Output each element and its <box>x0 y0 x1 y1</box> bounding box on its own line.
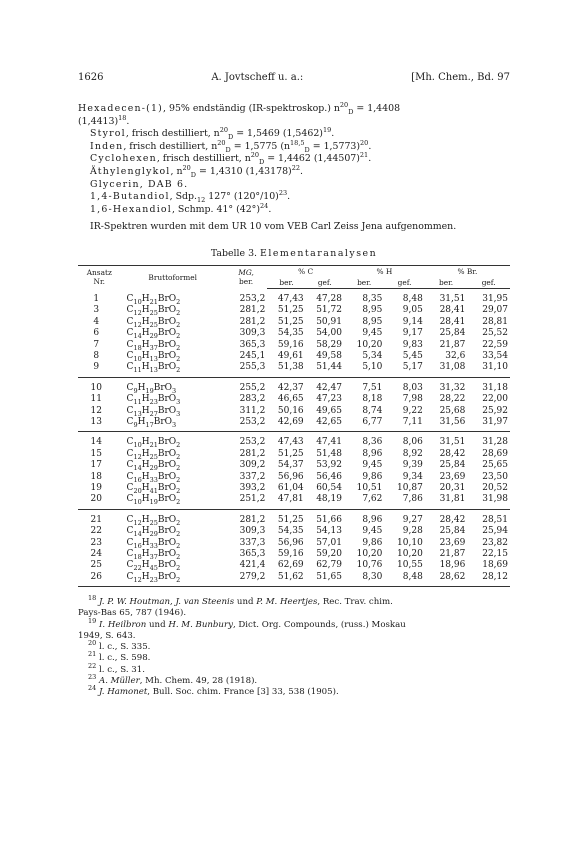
cell-value: 255,2 <box>225 377 268 394</box>
cell-value: 51,25 <box>267 509 305 526</box>
cell-value: 10,76 <box>356 560 383 571</box>
cell-value: 42,69 <box>277 417 304 427</box>
elemental-analysis-table <box>78 265 510 587</box>
cell-value: 253,2 <box>239 293 266 304</box>
cell-value: 50,16 <box>277 405 304 416</box>
cell-formula: $C_9H_{19}BrO_3$ <box>121 377 225 394</box>
reagent-hexadecen-cont: $(1,4413)^{18}$. <box>78 113 130 127</box>
cell-value: 10,10 <box>397 537 423 548</box>
cell-value: 10,51 <box>356 483 383 494</box>
cell-value: 8,35 <box>362 293 383 304</box>
cell-value: 31,56 <box>439 417 466 427</box>
cell-formula: $C_{16}H_{33}BrO_2$ <box>126 471 181 484</box>
cell-value: 28,69 <box>482 448 508 459</box>
col-br-ber: ber. <box>425 277 468 289</box>
cell-value: 32,6 <box>445 350 466 361</box>
cell-value: 60,54 <box>316 483 342 494</box>
cell-value: 49,65 <box>316 405 342 416</box>
cell-value: 5,10 <box>362 362 383 373</box>
cell-value: 51,48 <box>316 448 342 459</box>
cell-formula: $C_{10}H_{21}BrO_2$ <box>126 293 181 306</box>
cell-formula: $C_{16}H_{33}BrO_2$ <box>126 537 181 550</box>
cell-nr: 3 <box>93 305 100 316</box>
cell-formula: $C_{11}H_{13}BrO_2$ <box>126 362 181 375</box>
cell-value: 22,15 <box>482 549 508 560</box>
cell-value: 51,25 <box>277 316 304 327</box>
footnote: $^{23}$ A. Müller, Mh. Chem. 49, 28 (1918). <box>88 672 258 686</box>
footnote: $^{22}$ l. c., S. 31. <box>88 661 145 675</box>
cell-nr: 13 <box>90 417 102 427</box>
cell-value: 28,51 <box>467 509 510 526</box>
footnote: $^{18}$ J. P. W. Houtman, J. van Steenis und P. M. Heertjes, Rec. Trav. chim. <box>88 594 393 608</box>
table-row <box>78 417 510 432</box>
table-row <box>78 351 510 362</box>
cell-nr: 1 <box>93 293 100 304</box>
cell-value: 18,96 <box>439 560 466 571</box>
cell-value: 47,41 <box>306 432 344 449</box>
table-row <box>78 305 510 316</box>
cell-value: 22,00 <box>482 394 508 405</box>
cell-value: 31,98 <box>482 494 508 505</box>
col-br: % Br. <box>425 265 510 277</box>
cell-value: 8,36 <box>344 432 384 449</box>
table-row <box>78 406 510 417</box>
cell-value: 9,86 <box>362 537 383 548</box>
cell-value: 5,34 <box>362 350 383 361</box>
cell-value: 25,84 <box>439 328 466 339</box>
cell-value: 20,31 <box>439 483 466 494</box>
cell-value: 56,96 <box>277 471 304 482</box>
footnote-cont: 1949, S. 643. <box>78 630 136 641</box>
cell-value: 8,48 <box>402 293 423 304</box>
table-row <box>78 377 510 394</box>
cell-value: 56,46 <box>316 471 342 482</box>
running-header <box>78 72 510 83</box>
cell-formula: $C_{12}H_{25}BrO_2$ <box>126 448 181 461</box>
cell-nr: 20 <box>90 494 102 505</box>
table-row <box>78 340 510 351</box>
cell-value: 47,28 <box>316 293 342 304</box>
cell-value: 8,18 <box>362 394 383 405</box>
cell-value: 25,92 <box>482 405 508 416</box>
col-mg: MG, ber. <box>225 265 268 288</box>
table-row <box>78 472 510 483</box>
header-author: A. Jovtscheff u. a.: <box>211 72 304 83</box>
cell-nr: 8 <box>93 350 100 361</box>
page <box>78 72 510 698</box>
cell-value: 28,22 <box>439 394 466 405</box>
cell-value: 337,2 <box>239 471 266 482</box>
footnote-cont: Pays-Bas 65, 787 (1946). <box>78 608 187 619</box>
cell-value: 54,00 <box>316 328 342 339</box>
table-row <box>78 432 510 449</box>
cell-value: 33,54 <box>482 350 508 361</box>
col-bruttoformel: Bruttoformel <box>121 265 225 288</box>
cell-value: 28,41 <box>439 305 466 316</box>
cell-nr: 17 <box>90 460 102 471</box>
cell-value: 47,81 <box>277 494 304 505</box>
cell-value: 9,45 <box>362 328 383 339</box>
page-number: 1626 <box>78 72 104 83</box>
cell-value: 21,87 <box>439 549 466 560</box>
table-row <box>78 538 510 549</box>
cell-nr: 12 <box>90 405 102 416</box>
cell-value: 8,30 <box>344 572 384 587</box>
cell-value: 8,48 <box>384 572 424 587</box>
cell-value: 9,22 <box>402 405 423 416</box>
cell-value: 10,20 <box>356 549 383 560</box>
cell-value: 25,84 <box>439 460 466 471</box>
col-c-gef: gef. <box>306 277 344 289</box>
footnote: $^{20}$ l. c., S. 335. <box>88 639 151 653</box>
cell-value: 31,28 <box>467 432 510 449</box>
table-row <box>78 460 510 471</box>
cell-value: 281,2 <box>239 305 266 316</box>
cell-nr: 6 <box>93 328 100 339</box>
reagent-styrol: Styrol, frisch destilliert, $n^{20}_D = 1,5469$ $(1,5462)^{19}$. <box>90 126 335 142</box>
cell-nr: 22 <box>90 526 102 537</box>
col-h-gef: gef. <box>384 277 424 289</box>
cell-value: 28,42 <box>439 448 466 459</box>
reagents-list <box>78 100 510 216</box>
cell-value: 25,84 <box>439 526 466 537</box>
cell-value: 9,34 <box>402 471 423 482</box>
cell-value: 23,69 <box>439 537 466 548</box>
cell-value: 51,25 <box>277 448 304 459</box>
footnote: $^{24}$ J. Hamonet, Bull. Soc. chim. France [3] 33, 538 (1905). <box>88 684 339 697</box>
cell-formula: $C_{12}H_{25}BrO_2$ <box>126 316 181 329</box>
table-row <box>78 509 510 526</box>
cell-value: 28,12 <box>467 572 510 587</box>
table-row <box>78 560 510 571</box>
col-h-ber: ber. <box>344 277 384 289</box>
footnotes <box>78 594 510 698</box>
cell-nr: 19 <box>90 483 102 494</box>
cell-value: 8,74 <box>362 405 383 416</box>
reagent-glycerin: Glycerin, DAB 6. <box>90 178 189 190</box>
cell-value: 31,51 <box>425 432 468 449</box>
cell-value: 9,39 <box>402 460 423 471</box>
cell-value: 7,62 <box>362 494 383 505</box>
cell-value: 283,2 <box>239 394 266 405</box>
cell-value: 56,96 <box>277 537 304 548</box>
cell-value: 8,96 <box>362 448 383 459</box>
table-row <box>78 494 510 509</box>
cell-value: 31,81 <box>439 494 466 505</box>
cell-value: 59,20 <box>316 549 342 560</box>
cell-value: 54,35 <box>277 526 304 537</box>
table-row <box>78 328 510 339</box>
cell-value: 31,18 <box>467 377 510 394</box>
cell-value: 279,2 <box>225 572 268 587</box>
cell-value: 8,92 <box>402 448 423 459</box>
cell-value: 281,2 <box>239 316 266 327</box>
cell-formula: $C_{18}H_{37}BrO_2$ <box>126 339 181 352</box>
footnote: $^{19}$ I. Heilbron und H. M. Bunbury, Dict. Org. Compounds, (russ.) Moskau <box>88 616 406 630</box>
cell-value: 28,81 <box>482 316 508 327</box>
cell-value: 51,38 <box>277 362 304 373</box>
cell-value: 309,3 <box>239 526 266 537</box>
cell-value: 51,66 <box>306 509 344 526</box>
cell-value: 8,95 <box>362 305 383 316</box>
cell-nr: 9 <box>93 362 100 373</box>
table-row <box>78 483 510 494</box>
cell-value: 53,92 <box>316 460 342 471</box>
cell-value: 9,45 <box>362 526 383 537</box>
reagent-cyclohexen: Cyclohexen, frisch destilliert, $n^{20}_D = 1,4462$ $(1,44507)^{21}$. <box>90 151 372 167</box>
cell-value: 51,72 <box>316 305 342 316</box>
cell-value: 31,08 <box>439 362 466 373</box>
cell-value: 62,79 <box>316 560 342 571</box>
cell-value: 31,10 <box>482 362 508 373</box>
reagent-butandiol: 1,4-Butandiol, $Sdp._{12}$ 127° $(120^\circ/10)^{23}$. <box>90 189 291 205</box>
cell-value: 5,17 <box>402 362 423 373</box>
cell-value: 58,29 <box>316 339 342 350</box>
reagent-hexadecen: Hexadecen-(1), 95% endständig (IR-spektroskop.) $n^{20}_D = 1,4408$ <box>78 100 401 116</box>
col-ansatz: Ansatz Nr. <box>78 265 121 288</box>
cell-value: 10,55 <box>397 560 423 571</box>
cell-value: 245,1 <box>239 350 266 361</box>
cell-formula: $C_{12}H_{25}BrO_2$ <box>126 305 181 318</box>
cell-value: 281,2 <box>239 448 266 459</box>
cell-value: 9,05 <box>402 305 423 316</box>
reagent-inden: Inden, frisch destilliert, $n^{20}_D = 1,5775$ $(n^{18,5}_D = 1,5773)^{20}$. <box>90 138 372 154</box>
cell-formula: $C_{11}H_{23}BrO_3$ <box>126 394 181 406</box>
cell-value: 309,3 <box>239 328 266 339</box>
cell-value: 7,86 <box>402 494 423 505</box>
cell-value: 7,98 <box>402 394 423 405</box>
header-journal: [Mh. Chem., Bd. 97 <box>411 72 510 83</box>
reagent-hexandiol: 1,6-Hexandiol, Schmp. 41° $(42^\circ)^{24}$. <box>90 201 272 215</box>
cell-value: 6,77 <box>362 417 383 427</box>
cell-value: 25,94 <box>482 526 508 537</box>
cell-value: 9,45 <box>362 460 383 471</box>
cell-formula: $C_{20}H_{41}BrO_2$ <box>126 483 181 495</box>
cell-value: 28,62 <box>425 572 468 587</box>
cell-value: 365,3 <box>239 549 266 560</box>
cell-value: 51,44 <box>316 362 342 373</box>
cell-nr: 18 <box>90 471 102 482</box>
cell-value: 9,27 <box>384 509 424 526</box>
cell-nr: 15 <box>90 448 102 459</box>
cell-value: 57,01 <box>316 537 342 548</box>
cell-value: 9,86 <box>362 471 383 482</box>
reagent-aethylenglykol: Äthylenglykol, $n^{20}_D = 1,4310$ $(1,43178)^{22}$. <box>90 163 303 179</box>
cell-value: 25,68 <box>439 405 466 416</box>
cell-nr: 10 <box>78 377 121 394</box>
cell-value: 47,23 <box>316 394 342 405</box>
col-c: % C <box>267 265 344 277</box>
cell-value: 337,3 <box>239 537 266 548</box>
cell-value: 42,37 <box>267 377 305 394</box>
cell-value: 49,58 <box>316 350 342 361</box>
table-row <box>78 317 510 328</box>
cell-value: 23,69 <box>439 471 466 482</box>
cell-value: 62,69 <box>277 560 304 571</box>
cell-value: 10,20 <box>356 339 383 350</box>
table-row <box>78 394 510 405</box>
table-row <box>78 362 510 377</box>
cell-value: 51,62 <box>267 572 305 587</box>
cell-formula: $C_{14}H_{29}BrO_2$ <box>126 328 181 340</box>
cell-value: 10,20 <box>397 549 423 560</box>
cell-value: 54,37 <box>277 460 304 471</box>
cell-value: 42,47 <box>306 377 344 394</box>
cell-formula: $C_{10}H_{19}BrO_2$ <box>126 494 181 507</box>
cell-value: 59,16 <box>277 549 304 560</box>
col-br-gef: gef. <box>467 277 510 289</box>
cell-value: 54,35 <box>277 328 304 339</box>
cell-nr: 7 <box>93 339 100 350</box>
cell-value: 42,65 <box>316 417 342 427</box>
table-row <box>78 549 510 560</box>
cell-value: 50,91 <box>316 316 342 327</box>
cell-value: 23,50 <box>482 471 508 482</box>
cell-value: 47,43 <box>277 293 304 304</box>
cell-value: 309,2 <box>239 460 266 471</box>
cell-value: 22,59 <box>482 339 508 350</box>
cell-value: 7,11 <box>402 417 423 427</box>
cell-value: 23,82 <box>482 537 508 548</box>
col-h: % H <box>344 265 425 277</box>
cell-value: 421,4 <box>239 560 266 571</box>
cell-value: 31,51 <box>439 293 466 304</box>
cell-value: 9,17 <box>402 328 423 339</box>
cell-formula: $C_{14}H_{29}BrO_2$ <box>126 526 181 539</box>
table-caption: Tabelle 3. Elementaranalysen <box>210 247 378 259</box>
cell-nr: 24 <box>90 549 102 560</box>
cell-formula: $C_9H_{17}BrO_3$ <box>126 417 177 429</box>
cell-value: 8,95 <box>362 316 383 327</box>
cell-value: 61,04 <box>277 483 304 494</box>
table-row <box>78 449 510 460</box>
cell-value: 281,2 <box>225 509 268 526</box>
cell-value: 59,16 <box>277 339 304 350</box>
cell-value: 8,96 <box>344 509 384 526</box>
table-row <box>78 288 510 305</box>
cell-value: 20,52 <box>482 483 508 494</box>
cell-value: 255,3 <box>239 362 266 373</box>
cell-value: 253,2 <box>239 417 266 427</box>
cell-nr: 26 <box>78 572 121 587</box>
cell-value: 46,65 <box>277 394 304 405</box>
cell-value: 25,52 <box>482 328 508 339</box>
cell-nr: 4 <box>93 316 100 327</box>
cell-value: 365,3 <box>239 339 266 350</box>
cell-value: 25,65 <box>482 460 508 471</box>
table-row <box>78 526 510 537</box>
cell-value: 311,2 <box>239 405 266 416</box>
cell-value: 9,14 <box>402 316 423 327</box>
cell-formula: $C_{13}H_{27}BrO_3$ <box>126 405 181 418</box>
cell-nr: 25 <box>90 560 102 571</box>
cell-value: 9,83 <box>402 339 423 350</box>
cell-formula: $C_{12}H_{25}BrO_2$ <box>121 509 225 526</box>
cell-value: 47,43 <box>267 432 305 449</box>
cell-value: 393,2 <box>239 483 266 494</box>
ir-spectra-note: IR-Spektren wurden mit dem UR 10 vom VEB Carl Zeiss Jena aufgenommen. <box>90 221 457 233</box>
cell-nr: 23 <box>90 537 102 548</box>
cell-value: 31,32 <box>425 377 468 394</box>
cell-value: 51,25 <box>277 305 304 316</box>
cell-value: 253,2 <box>225 432 268 449</box>
cell-value: 54,13 <box>316 526 342 537</box>
col-c-ber: ber. <box>267 277 305 289</box>
cell-formula: $C_{14}H_{29}BrO_2$ <box>126 460 181 473</box>
cell-value: 18,69 <box>482 560 508 571</box>
cell-value: 31,95 <box>482 293 508 304</box>
cell-value: 48,19 <box>316 494 342 505</box>
cell-value: 51,65 <box>306 572 344 587</box>
cell-value: 5,45 <box>402 350 423 361</box>
cell-value: 31,97 <box>482 417 508 427</box>
cell-value: 29,07 <box>482 305 508 316</box>
cell-formula: $C_{10}H_{21}BrO_2$ <box>121 432 225 449</box>
cell-nr: 21 <box>78 509 121 526</box>
cell-value: 9,28 <box>402 526 423 537</box>
cell-value: 251,2 <box>239 494 266 505</box>
cell-value: 8,03 <box>384 377 424 394</box>
cell-formula: $C_{10}H_{13}BrO_2$ <box>126 350 181 363</box>
cell-nr: 14 <box>78 432 121 449</box>
cell-value: 21,87 <box>439 339 466 350</box>
cell-value: 10,87 <box>397 483 423 494</box>
cell-formula: $C_{22}H_{45}BrO_2$ <box>126 560 181 573</box>
cell-nr: 11 <box>90 394 102 405</box>
table-row <box>78 572 510 587</box>
cell-formula: $C_{18}H_{37}BrO_2$ <box>126 549 181 561</box>
cell-value: 28,41 <box>439 316 466 327</box>
cell-value: 8,06 <box>384 432 424 449</box>
cell-value: 28,42 <box>425 509 468 526</box>
cell-value: 49,61 <box>277 350 304 361</box>
footnote: $^{21}$ l. c., S. 598. <box>88 650 151 664</box>
cell-value: 7,51 <box>344 377 384 394</box>
cell-formula: $C_{12}H_{23}BrO_2$ <box>121 572 225 587</box>
